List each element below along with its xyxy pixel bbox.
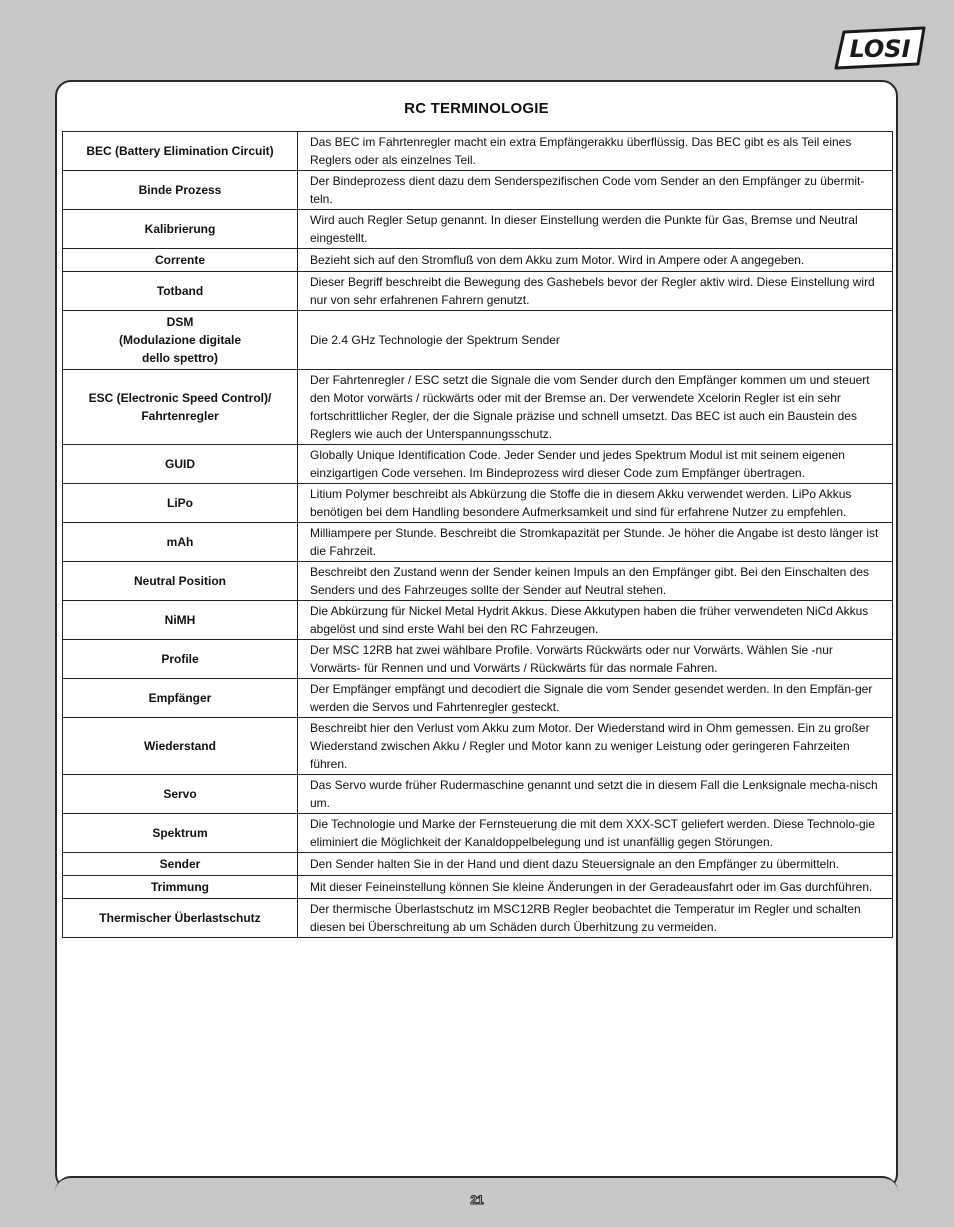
table-row xyxy=(63,601,893,640)
term-label: Kalibrierung xyxy=(144,222,216,236)
table-row xyxy=(63,562,893,601)
definition-text: Der MSC 12RB hat zwei wählbare Profile. Vorwärts Rückwärts oder nur Vorwärts. Wählen Sie -nur Vorwärts- für Rennen und und Vorwärts / Rückwärts für das normale Fahren. xyxy=(310,643,833,675)
definition-text: Die Technologie und Marke der Fernsteuerung die mit dem XXX-SCT geliefert werden. Diese Technolo-gie eliminiert die Möglichkeit der Kanaldoppelbelegung und ist unanfällig gegen Störungen. xyxy=(310,817,875,849)
term-label: Spektrum xyxy=(152,826,208,840)
definition-cell xyxy=(298,775,893,814)
table-row xyxy=(63,876,893,899)
table-row xyxy=(63,249,893,272)
definition-cell xyxy=(298,272,893,311)
term-label: Servo xyxy=(163,787,197,801)
definition-text: Milliampere per Stunde. Beschreibt die Stromkapazität per Stunde. Je höher die Angabe ist desto länger ist die Fahrzeit. xyxy=(310,526,879,558)
term-label: mAh xyxy=(166,535,194,549)
page-number: 21 xyxy=(470,1193,484,1207)
definition-text: Litium Polymer beschreibt als Abkürzung die Stoffe die in diesem Akku verwendet werden. LiPo Akkus benötigen bei dem Handling besondere Aufmerksamkeit und sind für erfahrene Nutzer zu empfehlen. xyxy=(310,487,852,519)
table-row xyxy=(63,814,893,853)
term-cell xyxy=(63,876,298,899)
definition-cell xyxy=(298,814,893,853)
term-label: Sender xyxy=(159,857,201,871)
definition-text: Der Fahrtenregler / ESC setzt die Signale die vom Sender durch den Empfänger kommen um und steuert den Motor vorwärts / rückwärts oder mit der Bremse an. Der verwendete Xcelorin Regler ist ein sehr fortschrittlicher Regler, der die Signale präzise und schnell umsetzt. Das BEC ist auch ein Baustein des Reglers wie auch der Unterspannungsschutz. xyxy=(310,373,870,441)
term-label: Profile xyxy=(161,652,199,666)
definition-cell xyxy=(298,523,893,562)
term-label: ESC (Electronic Speed Control)/ Fahrtenregler xyxy=(88,391,272,423)
term-label: DSM (Modulazione digitale dello spettro) xyxy=(119,315,241,365)
term-cell xyxy=(63,272,298,311)
definition-cell xyxy=(298,679,893,718)
definition-cell xyxy=(298,640,893,679)
definition-text: Das BEC im Fahrtenregler macht ein extra Empfängerakku überflüssig. Das BEC gibt es als Teil eines Reglers oder als einzelnes Teil. xyxy=(310,135,852,167)
term-cell xyxy=(63,562,298,601)
term-cell xyxy=(63,601,298,640)
term-label: Wiederstand xyxy=(144,739,216,753)
table-row xyxy=(63,132,893,171)
term-cell xyxy=(63,132,298,171)
definition-text: Globally Unique Identification Code. Jeder Sender und jedes Spektrum Modul ist mit seinem eigenen einzigartigen Code versehen. Im Bindeprozess wird dieser Code zum Empfänger übertragen. xyxy=(310,448,845,480)
definition-cell xyxy=(298,171,893,210)
term-cell xyxy=(63,640,298,679)
definition-cell xyxy=(298,249,893,272)
definition-cell xyxy=(298,876,893,899)
definition-cell xyxy=(298,484,893,523)
term-cell xyxy=(63,899,298,938)
table-row xyxy=(63,679,893,718)
page-title: RC TERMINOLOGIE xyxy=(404,100,549,117)
term-cell xyxy=(63,210,298,249)
table-row xyxy=(63,445,893,484)
term-cell xyxy=(63,484,298,523)
table-row xyxy=(63,272,893,311)
term-label: Neutral Position xyxy=(133,574,226,588)
table-row xyxy=(63,853,893,876)
definition-text: Bezieht sich auf den Stromfluß von dem Akku zum Motor. Wird in Ampere oder A angegeben. xyxy=(310,253,805,267)
definition-cell xyxy=(298,210,893,249)
definition-cell xyxy=(298,445,893,484)
table-row xyxy=(63,775,893,814)
definition-cell xyxy=(298,899,893,938)
term-label: LiPo xyxy=(167,496,193,510)
terminology-table xyxy=(62,131,893,938)
term-cell xyxy=(63,311,298,370)
definition-text: Der Empfänger empfängt und decodiert die Signale die vom Sender gesendet werden. In den Empfän-ger werden die Servos und Fahrtenregler gesteckt. xyxy=(310,682,873,714)
definition-text: Den Sender halten Sie in der Hand und dient dazu Steuersignale an den Empfänger zu übermitteln. xyxy=(310,857,840,871)
table-row xyxy=(63,640,893,679)
term-label: Trimmung xyxy=(150,880,209,894)
definition-cell xyxy=(298,601,893,640)
table-row xyxy=(63,718,893,775)
table-row xyxy=(63,311,893,370)
term-label: Totband xyxy=(156,284,204,298)
term-label: Empfänger xyxy=(148,691,212,705)
table-row xyxy=(63,523,893,562)
term-cell xyxy=(63,249,298,272)
table-row xyxy=(63,171,893,210)
table-row xyxy=(63,210,893,249)
term-cell xyxy=(63,171,298,210)
term-cell xyxy=(63,853,298,876)
definition-text: Beschreibt hier den Verlust vom Akku zum Motor. Der Wiederstand wird in Ohm gemessen. Ein zu großer Wiederstand zwischen Akku / Regler und Motor kann zu weniger Leistung oder geringeren Fahrzeiten führen. xyxy=(310,721,870,771)
definition-text: Die 2.4 GHz Technologie der Spektrum Sender xyxy=(310,333,560,347)
definition-cell xyxy=(298,132,893,171)
term-cell xyxy=(63,718,298,775)
term-cell xyxy=(63,775,298,814)
definition-cell xyxy=(298,370,893,445)
term-cell xyxy=(63,445,298,484)
term-label: NiMH xyxy=(164,613,196,627)
definition-text: Die Abkürzung für Nickel Metal Hydrit Akkus. Diese Akkutypen haben die früher verwendeten NiCd Akkus abgelöst und sind erste Wahl bei den RC Fahrzeugen. xyxy=(310,604,869,636)
definition-cell xyxy=(298,562,893,601)
term-cell xyxy=(63,679,298,718)
term-cell xyxy=(63,523,298,562)
term-label: Thermischer Überlastschutz xyxy=(99,911,261,925)
table-row xyxy=(63,484,893,523)
term-label: Binde Prozess xyxy=(138,183,222,197)
definition-text: Das Servo wurde früher Rudermaschine genannt und setzt die in diesem Fall die Lenksignale mecha-nisch um. xyxy=(310,778,878,810)
definition-text: Dieser Begriff beschreibt die Bewegung des Gashebels bevor der Regler aktiv wird. Diese Einstellung wird nur von sehr erfahrenen Fahrern genutzt. xyxy=(310,275,875,307)
definition-text: Beschreibt den Zustand wenn der Sender keinen Impuls an den Empfänger gibt. Bei den Einschalten des Senders und des Fahrzeuges sollte der Sender auf Neutral stehen. xyxy=(310,565,870,597)
table-row xyxy=(63,370,893,445)
definition-text: Der thermische Überlastschutz im MSC12RB Regler beobachtet die Temperatur im Regler und schalten diesen bei Überschreitung ab um Schäden durch Überhitzung zu vermeiden. xyxy=(310,902,861,934)
term-cell xyxy=(63,370,298,445)
term-cell xyxy=(63,814,298,853)
term-label: Corrente xyxy=(154,253,205,267)
definition-text: Mit dieser Feineinstellung können Sie kleine Änderungen in der Geradeausfahrt oder im Gas durchführen. xyxy=(310,880,873,894)
terminology-body xyxy=(63,132,893,938)
definition-cell xyxy=(298,853,893,876)
logo-text: LOSI xyxy=(849,35,911,63)
term-label: GUID xyxy=(165,457,195,471)
definition-cell xyxy=(298,311,893,370)
table-row xyxy=(63,899,893,938)
definition-text: Wird auch Regler Setup genannt. In dieser Einstellung werden die Punkte für Gas, Bremse und Neutral eingestellt. xyxy=(310,213,858,245)
losi-logo xyxy=(832,24,932,72)
definition-text: Der Bindeprozess dient dazu dem Senderspezifischen Code vom Sender an den Empfänger zu übermit-teln. xyxy=(310,174,865,206)
definition-cell xyxy=(298,718,893,775)
term-label: BEC (Battery Elimination Circuit) xyxy=(86,144,274,158)
